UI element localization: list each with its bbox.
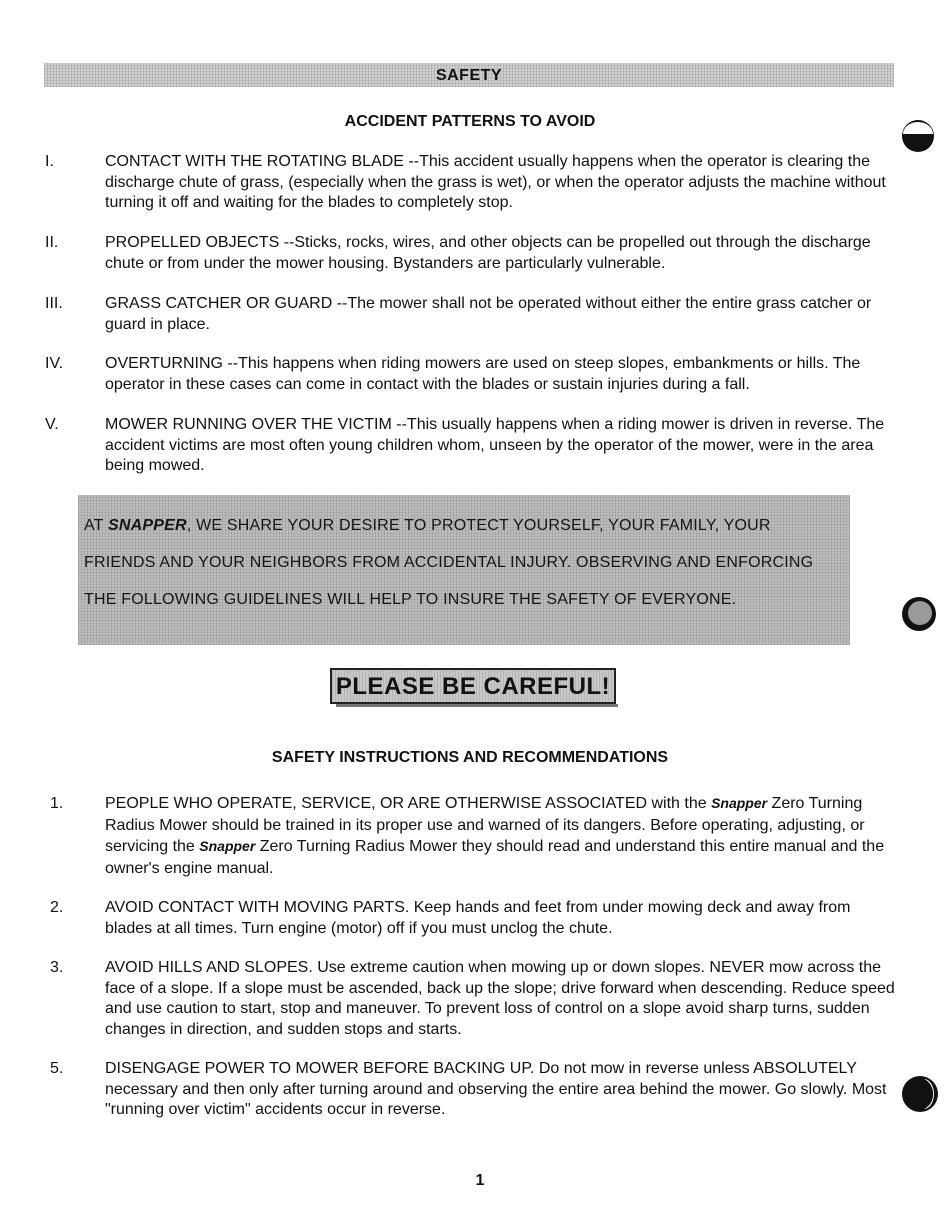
item-text: DISENGAGE POWER TO MOWER BEFORE BACKING UP. Do not mow in reverse unless ABSOLUTELY necessary and then only after turning around and observing the entire area behind the mower. Go slowly. Most "running over victim" accidents occur in reverse.	[105, 1060, 887, 1118]
safety-instructions-heading: SAFETY INSTRUCTIONS AND RECOMMENDATIONS	[271, 749, 669, 766]
punch-hole-icon	[900, 1073, 940, 1115]
item-text: CONTACT WITH THE ROTATING BLADE --This accident usually happens when the operator is clearing the discharge chute of grass, (especially when the grass is wet), or when the operator adjusts the machine without turning it off and waiting for the blades to completely stop.	[105, 153, 886, 211]
item-number: 1.	[50, 795, 64, 812]
item-text-part: Zero Turning Radius Mower they should read and understand this entire manual and the owner's engine manual.	[105, 838, 885, 877]
item-text: PROPELLED OBJECTS --Sticks, rocks, wires, and other objects can be propelled out through the discharge chute or from under the mower housing. Bystanders are particularly vulnerable.	[105, 234, 871, 272]
item-number: I.	[45, 153, 54, 170]
careful-banner-shadow	[336, 704, 618, 707]
item-number: 2.	[50, 899, 64, 916]
notice-prefix: AT	[84, 517, 109, 534]
item-text-part: PEOPLE WHO OPERATE, SERVICE, OR ARE OTHERWISE ASSOCIATED with the	[105, 795, 712, 812]
item-number: 5.	[50, 1060, 64, 1077]
safety-banner	[44, 63, 894, 87]
item-number: III.	[45, 295, 63, 312]
item-number: 3.	[50, 959, 64, 976]
accident-patterns-heading: ACCIDENT PATTERNS TO AVOID	[344, 113, 596, 130]
notice-brand: SNAPPER	[108, 517, 187, 534]
page-number: 1	[475, 1172, 485, 1189]
item-text-part: Zero Turning Radius Mower should be trained in its proper use and warned of its dangers. Before operating, adjusting, or servicing the	[105, 795, 865, 855]
item-text: MOWER RUNNING OVER THE VICTIM --This usually happens when a riding mower is driven in reverse. The accident victims are most often young children whom, unseen by the operator of the mower, were in the area being mowed.	[105, 416, 885, 474]
item-number: IV.	[45, 355, 64, 372]
item-number: V.	[45, 416, 59, 433]
item-text: AVOID HILLS AND SLOPES. Use extreme caution when mowing up or down slopes. NEVER mow across the face of a slope. If a slope must be ascended, back up the slope; drive forward when descending. Reduce speed and use caution to start, stop and maneuver. To prevent loss of control on a slope avoid sharp turns, sudden changes in direction, and sudden stops and starts.	[105, 959, 895, 1038]
notice-text	[84, 507, 844, 618]
punch-hole-icon	[900, 116, 936, 156]
item-text: OVERTURNING --This happens when riding mowers are used on steep slopes, embankments or hills. The operator in these cases can come in contact with the blades or sustain injuries during a fall.	[105, 355, 861, 393]
notice-body: , WE SHARE YOUR DESIRE TO PROTECT YOURSELF, YOUR FAMILY, YOUR FRIENDS AND YOUR NEIGHBORS FROM ACCIDENTAL INJURY. OBSERVING AND ENFORCING THE FOLLOWING GUIDELINES WILL HELP TO INSURE THE SAFETY OF EVERYONE.	[84, 517, 814, 608]
snapper-brand: Snapper	[711, 795, 768, 811]
snapper-notice-box	[78, 495, 850, 645]
item-number: II.	[45, 234, 59, 251]
item-text	[105, 793, 895, 879]
punch-hole-icon	[900, 595, 938, 633]
snapper-brand: Snapper	[199, 838, 256, 854]
please-be-careful-banner: PLEASE BE CAREFUL!	[330, 668, 616, 704]
item-text: AVOID CONTACT WITH MOVING PARTS. Keep hands and feet from under mowing deck and away from blades at all times. Turn engine (motor) off if you must unclog the chute.	[105, 899, 851, 937]
banner-title: SAFETY	[435, 67, 503, 84]
item-text: GRASS CATCHER OR GUARD --The mower shall not be operated without either the entire grass catcher or guard in place.	[105, 295, 872, 333]
